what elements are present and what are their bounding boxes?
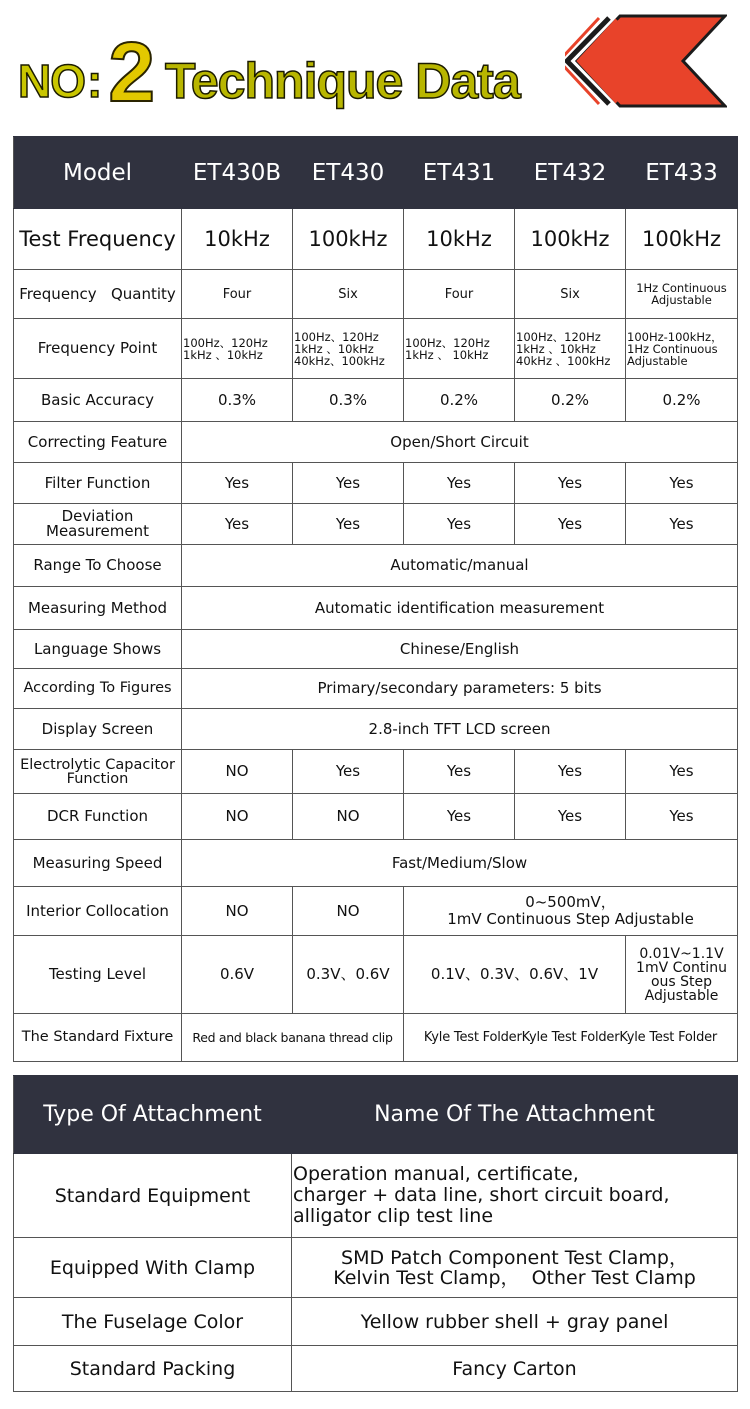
cell: 0.2% <box>626 379 738 422</box>
column-header: ET430B <box>182 137 293 209</box>
attachment-name: SMD Patch Component Test Clamp， Kelvin Test Clamp， Other Test Clamp <box>292 1238 738 1298</box>
table-row <box>14 1238 738 1298</box>
attachment-type: Standard Equipment <box>14 1154 292 1238</box>
row-label: Range To Choose <box>14 545 182 587</box>
cell: Yes <box>293 750 404 794</box>
table-row <box>14 709 738 750</box>
cell: 10kHz <box>404 209 515 270</box>
table-row <box>14 1154 738 1238</box>
cell: 100Hz-100kHz， 1Hz Continuous Adjustable <box>626 319 738 379</box>
technique-data-table <box>13 136 738 1062</box>
cell: Chinese/English <box>182 630 738 669</box>
cell: 0.2% <box>515 379 626 422</box>
table-row <box>14 545 738 587</box>
cell: Yes <box>182 463 293 504</box>
cell: Yes <box>626 463 738 504</box>
row-label: Deviation Measurement <box>14 504 182 545</box>
attachment-name: Operation manual, certificate, charger + data line, short circuit board, alligator clip test line <box>292 1154 738 1238</box>
row-label: Display Screen <box>14 709 182 750</box>
column-header: Type Of Attachment <box>14 1076 292 1154</box>
title-colon: : <box>87 55 103 107</box>
cell: 0~500mV， 1mV Continuous Step Adjustable <box>404 887 738 936</box>
attachment-type: Standard Packing <box>14 1346 292 1392</box>
cell: 0.3V、0.6V <box>293 936 404 1014</box>
cell: Automatic identification measurement <box>182 587 738 630</box>
table-row <box>14 270 738 319</box>
table-header-row <box>14 137 738 209</box>
row-label: Test Frequency <box>14 209 182 270</box>
table-header-row <box>14 1076 738 1154</box>
column-header: Model <box>14 137 182 209</box>
attachment-type: The Fuselage Color <box>14 1298 292 1346</box>
column-header: ET430 <box>293 137 404 209</box>
cell: Four <box>404 270 515 319</box>
cell: Red and black banana thread clip <box>182 1014 404 1062</box>
cell: NO <box>182 887 293 936</box>
cell: 0.2% <box>404 379 515 422</box>
column-header: ET431 <box>404 137 515 209</box>
page-header <box>0 0 750 130</box>
table-row <box>14 669 738 709</box>
cell: 0.3% <box>182 379 293 422</box>
cell: 100Hz、120Hz 1kHz 、10kHz 40kHz 、100kHz <box>515 319 626 379</box>
cell: Yes <box>182 504 293 545</box>
page-title <box>18 25 520 119</box>
cell: Kyle Test FolderKyle Test FolderKyle Test Folder <box>404 1014 738 1062</box>
cell: NO <box>182 750 293 794</box>
chevron-arrow-icon <box>565 14 727 108</box>
table-row <box>14 422 738 463</box>
title-no: NO <box>18 55 85 107</box>
table-row <box>14 1346 738 1392</box>
cell: 0.6V <box>182 936 293 1014</box>
table-row <box>14 840 738 887</box>
row-label: Electrolytic Capacitor Function <box>14 750 182 794</box>
cell: Automatic/manual <box>182 545 738 587</box>
table-row <box>14 504 738 545</box>
cell: Yes <box>404 794 515 840</box>
row-label: According To Figures <box>14 669 182 709</box>
cell: Four <box>182 270 293 319</box>
table-row <box>14 630 738 669</box>
cell: NO <box>293 887 404 936</box>
cell: Yes <box>293 504 404 545</box>
cell: Yes <box>515 794 626 840</box>
table-row <box>14 209 738 270</box>
row-label: Interior Collocation <box>14 887 182 936</box>
column-header: ET433 <box>626 137 738 209</box>
attachment-type: Equipped With Clamp <box>14 1238 292 1298</box>
column-header: ET432 <box>515 137 626 209</box>
table-row <box>14 379 738 422</box>
table-row <box>14 1298 738 1346</box>
column-header: Name Of The Attachment <box>292 1076 738 1154</box>
cell: Fast/Medium/Slow <box>182 840 738 887</box>
cell: NO <box>182 794 293 840</box>
cell: 0.3% <box>293 379 404 422</box>
attachment-table <box>13 1075 738 1392</box>
cell: Six <box>293 270 404 319</box>
cell: Yes <box>404 750 515 794</box>
row-label: Frequency Quantity <box>14 270 182 319</box>
row-label: Testing Level <box>14 936 182 1014</box>
cell: Yes <box>626 504 738 545</box>
row-label: Filter Function <box>14 463 182 504</box>
cell: Yes <box>515 504 626 545</box>
cell: Yes <box>626 750 738 794</box>
table-row <box>14 587 738 630</box>
table-row <box>14 936 738 1014</box>
row-label: Frequency Point <box>14 319 182 379</box>
table-row <box>14 887 738 936</box>
cell: 0.1V、0.3V、0.6V、1V <box>404 936 626 1014</box>
cell: Yes <box>515 750 626 794</box>
table-row <box>14 319 738 379</box>
cell: 2.8-inch TFT LCD screen <box>182 709 738 750</box>
attachment-name: Fancy Carton <box>292 1346 738 1392</box>
row-label: Measuring Method <box>14 587 182 630</box>
cell: 0.01V~1.1V 1mV Continu ous Step Adjustable <box>626 936 738 1014</box>
table-row <box>14 1014 738 1062</box>
cell: 100kHz <box>515 209 626 270</box>
title-text: Technique Data <box>165 53 520 109</box>
table-row <box>14 463 738 504</box>
cell: Yes <box>404 463 515 504</box>
cell: 100Hz、120Hz 1kHz 、10kHz 40kHz、100kHz <box>293 319 404 379</box>
cell: NO <box>293 794 404 840</box>
cell: 100Hz、120Hz 1kHz 、 10kHz <box>404 319 515 379</box>
table-row <box>14 794 738 840</box>
cell: Yes <box>515 463 626 504</box>
cell: Yes <box>626 794 738 840</box>
attachment-name: Yellow rubber shell + gray panel <box>292 1298 738 1346</box>
cell: Yes <box>404 504 515 545</box>
row-label: DCR Function <box>14 794 182 840</box>
cell: 100kHz <box>626 209 738 270</box>
row-label: Measuring Speed <box>14 840 182 887</box>
cell: Yes <box>293 463 404 504</box>
title-number: 2 <box>108 25 156 119</box>
row-label: Basic Accuracy <box>14 379 182 422</box>
cell: Primary/secondary parameters: 5 bits <box>182 669 738 709</box>
cell: Six <box>515 270 626 319</box>
cell: 10kHz <box>182 209 293 270</box>
row-label: Language Shows <box>14 630 182 669</box>
cell: 1Hz Continuous Adjustable <box>626 270 738 319</box>
table-row <box>14 750 738 794</box>
cell: 100Hz、120Hz 1kHz 、10kHz <box>182 319 293 379</box>
row-label: The Standard Fixture <box>14 1014 182 1062</box>
row-label: Correcting Feature <box>14 422 182 463</box>
cell: Open/Short Circuit <box>182 422 738 463</box>
cell: 100kHz <box>293 209 404 270</box>
